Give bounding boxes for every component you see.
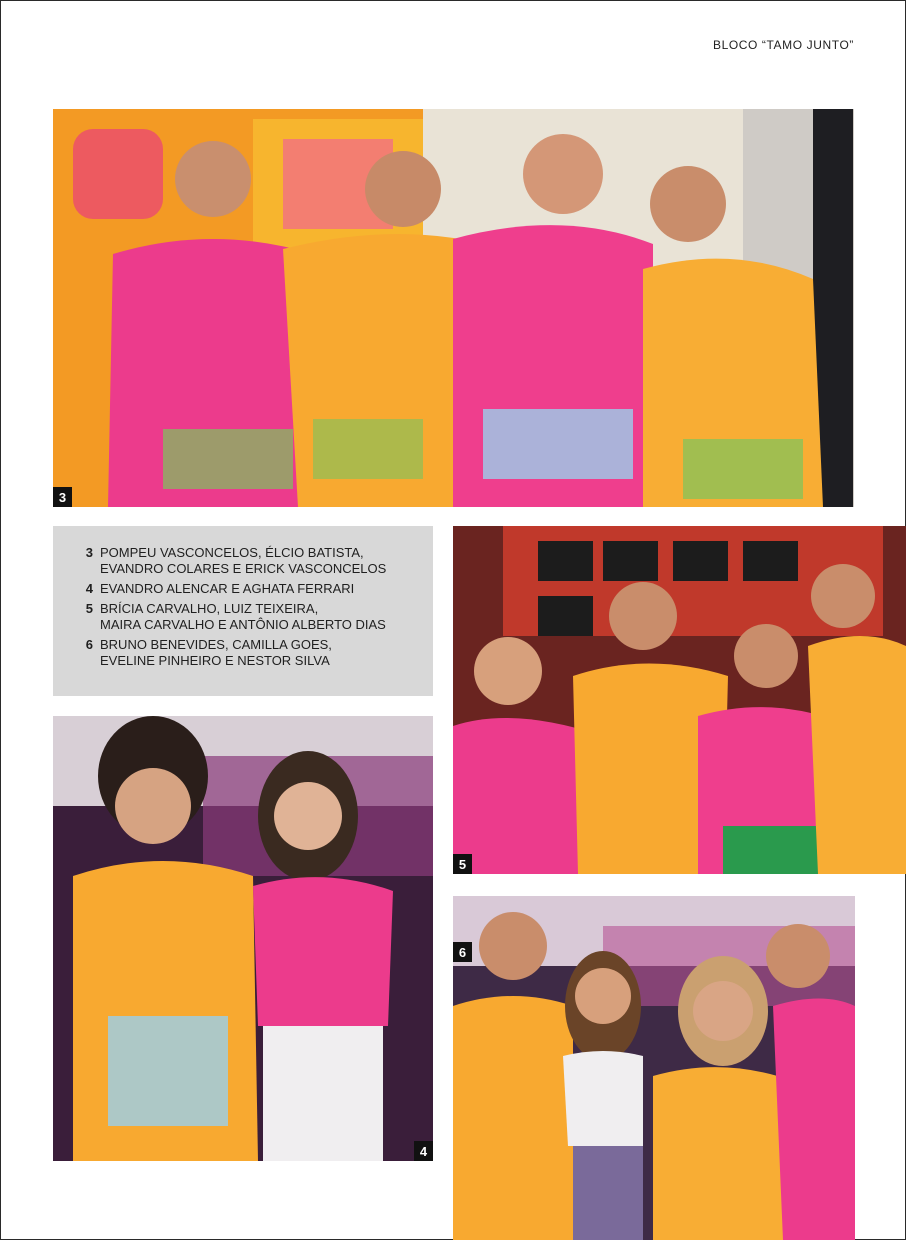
- photo-5-illustration: [453, 526, 906, 874]
- caption-item: [73, 581, 423, 597]
- photo-6: [453, 896, 855, 1240]
- photo-4-illustration: [53, 716, 433, 1161]
- photo-6-number-badge: 6: [453, 942, 472, 962]
- photo-5-number-badge: 5: [453, 854, 472, 874]
- photo-4: [53, 716, 433, 1161]
- caption-line: EVANDRO COLARES E ERICK VASCONCELOS: [100, 561, 387, 576]
- caption-number: 6: [85, 637, 93, 652]
- photo-4-number-badge: 4: [414, 1141, 433, 1161]
- caption-number: 3: [85, 545, 93, 560]
- photo-3-number-badge: 3: [53, 487, 72, 507]
- caption-line: EVELINE PINHEIRO E NESTOR SILVA: [100, 653, 330, 668]
- caption-item: [73, 545, 423, 577]
- photo-6-illustration: [453, 896, 855, 1240]
- caption-number: 4: [85, 581, 93, 596]
- caption-line: MAIRA CARVALHO E ANTÔNIO ALBERTO DIAS: [100, 617, 386, 632]
- photo-5: [453, 526, 906, 874]
- photo-3: [53, 109, 854, 507]
- caption-item: [73, 637, 423, 669]
- photo-3-illustration: [53, 109, 854, 507]
- caption-line: POMPEU VASCONCELOS, ÉLCIO BATISTA,: [100, 545, 364, 560]
- caption-item: [73, 601, 423, 633]
- caption-line: EVANDRO ALENCAR E AGHATA FERRARI: [100, 581, 355, 596]
- caption-line: BRÍCIA CARVALHO, LUIZ TEIXEIRA,: [100, 601, 319, 616]
- caption-box: [53, 526, 433, 696]
- caption-list: [73, 545, 423, 673]
- caption-line: BRUNO BENEVIDES, CAMILLA GOES,: [100, 637, 332, 652]
- caption-number: 5: [85, 601, 93, 616]
- page-header-title: BLOCO “TAMO JUNTO”: [712, 38, 854, 52]
